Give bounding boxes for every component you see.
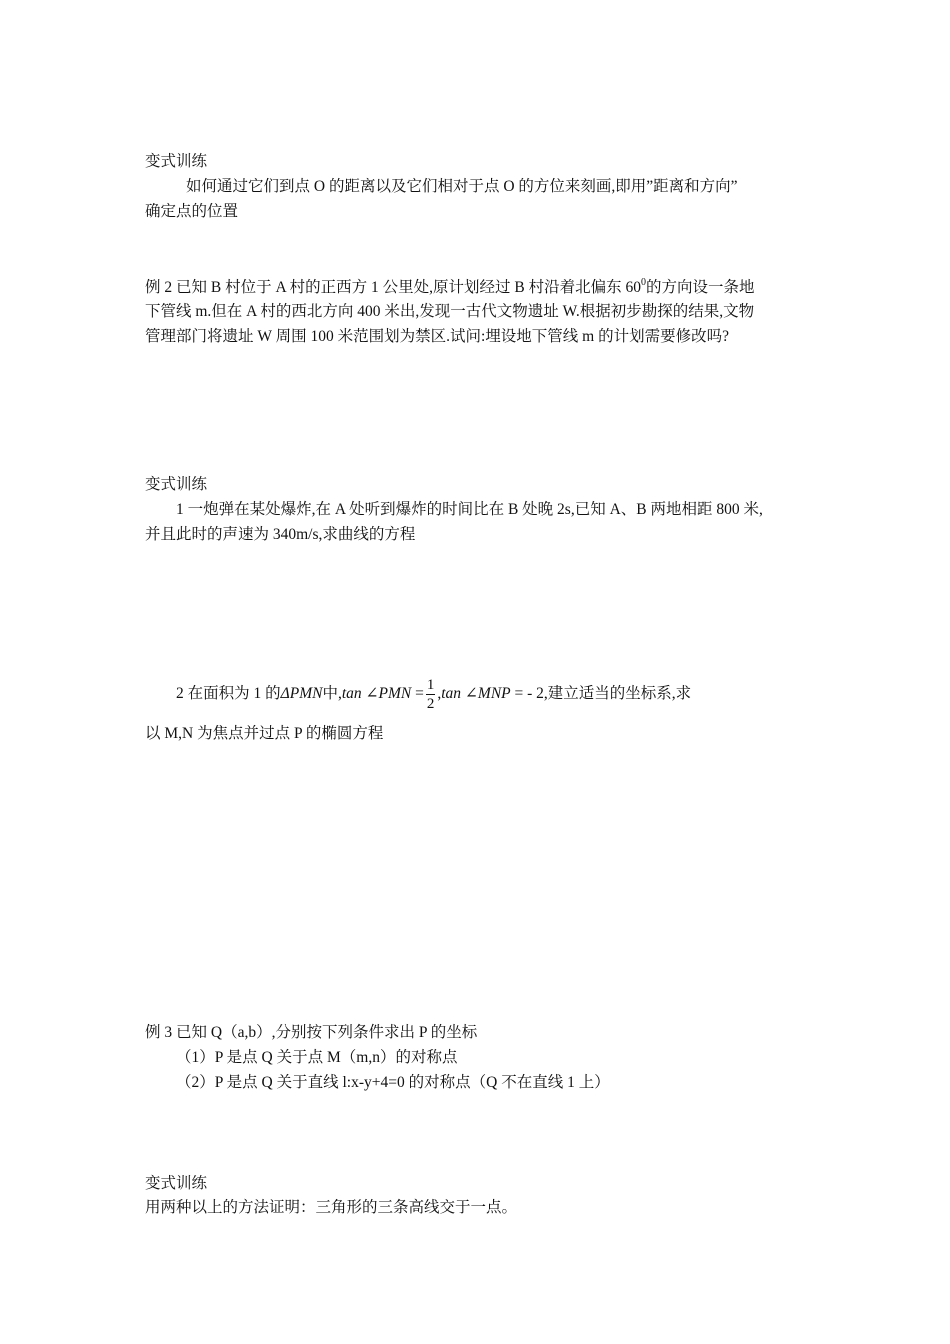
question1-line2: 并且此时的声速为 340m/s,求曲线的方程 bbox=[145, 526, 416, 543]
fraction-numerator: 1 bbox=[426, 677, 435, 693]
question2-line2: 以 M,N 为焦点并过点 P 的椭圆方程 bbox=[145, 725, 384, 742]
question1-line1: 1 一炮弹在某处爆炸,在 A 处听到爆炸的时间比在 B 处晚 2s,已知 A、B 两地相距 800 米, bbox=[176, 501, 763, 518]
example3-item2: （2）P 是点 Q 关于直线 l:x-y+4=0 的对称点（Q 不在直线 1 上） bbox=[176, 1074, 610, 1091]
section1-text-line1: 如何通过它们到点 O 的距离以及它们相对于点 O 的方位来刻画,即用”距离和方向” bbox=[186, 178, 738, 195]
example2-line1 bbox=[145, 276, 755, 302]
question2-post: ,建立适当的坐标系,求 bbox=[543, 685, 692, 703]
section1-text-line2: 确定点的位置 bbox=[145, 203, 239, 220]
section-heading-2: 变式训练 bbox=[145, 476, 208, 493]
section-heading-3: 变式训练 bbox=[145, 1175, 208, 1192]
equals-sign-1: = bbox=[415, 685, 424, 703]
math-comma: , bbox=[437, 685, 442, 703]
tan-pmn: tan ∠PMN bbox=[341, 685, 412, 703]
question2-prefix: 2 在面积为 1 的 bbox=[176, 685, 281, 703]
fraction-denominator: 2 bbox=[426, 696, 435, 712]
tan-mnp: tan ∠MNP bbox=[441, 685, 511, 703]
question2-mid: 中, bbox=[322, 685, 342, 703]
example2-line3: 管理部门将遗址 W 周围 100 米范围划为禁区.试问:埋设地下管线 m 的计划需要修改吗? bbox=[145, 328, 729, 345]
degree-superscript: 0 bbox=[641, 277, 647, 288]
example3-line1: 例 3 已知 Q（a,b）,分别按下列条件求出 P 的坐标 bbox=[145, 1024, 478, 1041]
equals-minus-two: = - 2 bbox=[514, 685, 544, 703]
example2-line2: 下管线 m.但在 A 村的西北方向 400 米出,发现一古代文物遗址 W.根据初步勘探的结果,文物 bbox=[145, 303, 755, 320]
triangle-pmn: ΔPMN bbox=[280, 685, 323, 703]
section-heading-1: 变式训练 bbox=[145, 153, 208, 170]
example2-line1-end: 的方向设一条地 bbox=[646, 279, 755, 296]
section3-text: 用两种以上的方法证明：三角形的三条高线交于一点。 bbox=[145, 1199, 518, 1216]
question2-line1 bbox=[176, 676, 691, 713]
example3-item1: （1）P 是点 Q 关于点 M（m,n）的对称点 bbox=[176, 1049, 458, 1066]
fraction-one-half bbox=[426, 676, 436, 713]
example2-line1-text: 例 2 已知 B 村位于 A 村的正西方 1 公里处,原计划经过 B 村沿着北偏东 60 bbox=[145, 279, 642, 296]
